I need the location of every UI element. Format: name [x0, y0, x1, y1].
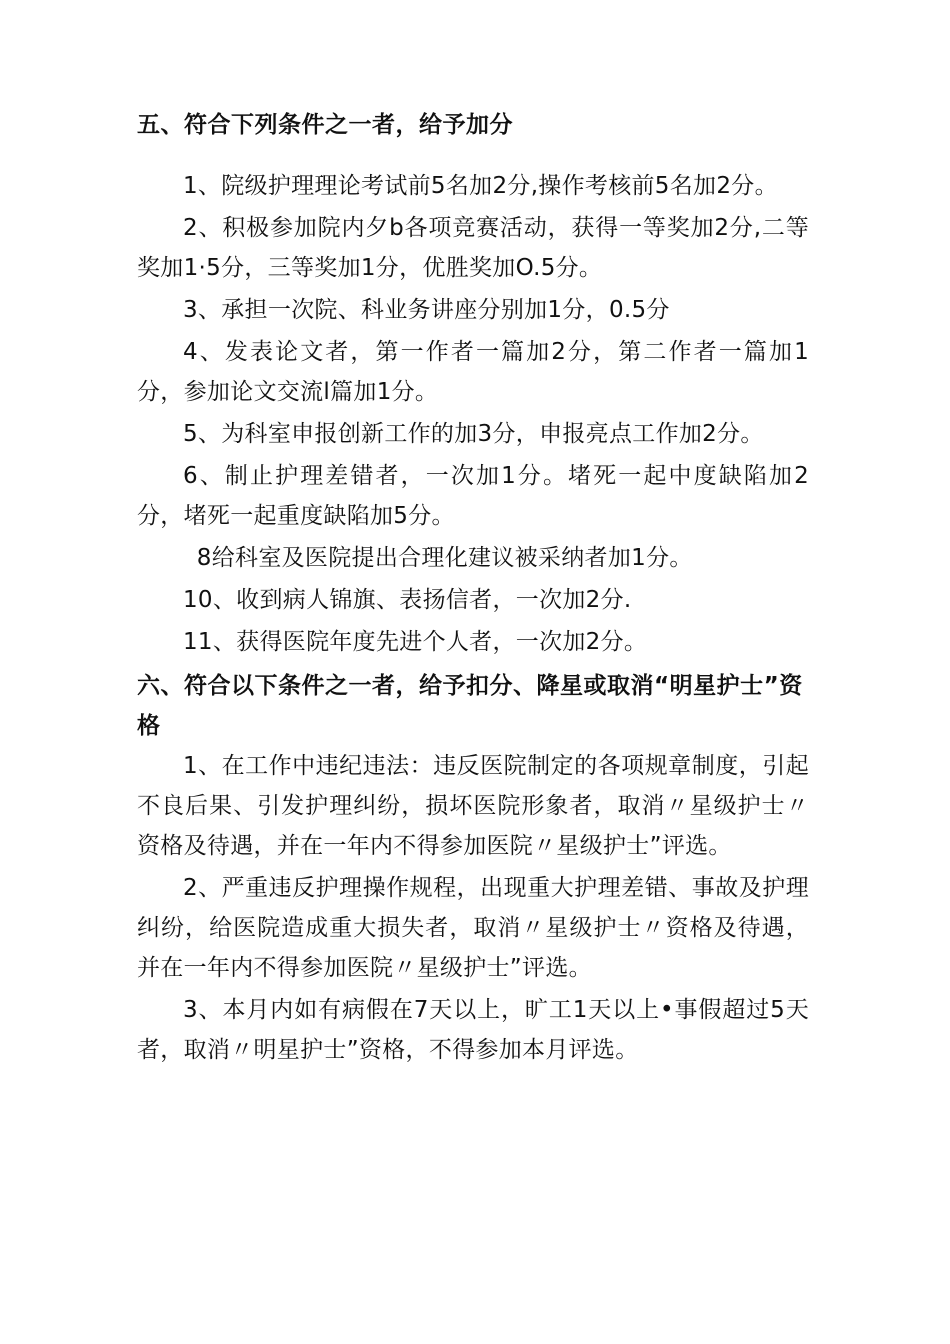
document-body [137, 104, 809, 1072]
section-5-item-2: 2、积极参加院内夕b各项竞赛活动，获得一等奖加2分,二等奖加1·5分，三等奖加1分，优胜奖加O.5分。 [137, 215, 809, 281]
section-5-item-8: 8给科室及医院提出合理化建议被采纳者加1分。 [196, 545, 693, 571]
section-5-item-3: 3、承担一次院、科业务讲座分别加1分，0.5分 [183, 297, 670, 323]
section-5-item-1: 1、院级护理理论考试前5名加2分,操作考核前5名加2分。 [183, 173, 778, 199]
section-5-item-6: 6、制止护理差错者，一次加1分。堵死一起中度缺陷加2分，堵死一起重度缺陷加5分。 [137, 463, 809, 529]
section-6-heading: 六、符合以下条件之一者，给予扣分、降星或取消“明星护士”资格 [137, 673, 803, 739]
section-5-item-4: 4、发表论文者，第一作者一篇加2分，第二作者一篇加1分，参加论文交流l篇加1分。 [137, 339, 809, 405]
section-6-item-3: 3、本月内如有病假在7天以上，旷工1天以上•事假超过5天者，取消〃明星护士”资格，不得参加本月评选。 [137, 997, 809, 1063]
section-5-heading: 五、符合下列条件之一者，给予加分 [137, 112, 513, 138]
section-6-item-2: 2、严重违反护理操作规程，出现重大护理差错、事故及护理纠纷，给医院造成重大损失者，取消〃星级护士〃资格及待遇，并在一年内不得参加医院〃星级护士”评选。 [137, 875, 809, 981]
section-5-item-5: 5、为科室申报创新工作的加3分，申报亮点工作加2分。 [183, 421, 764, 447]
section-6-item-1: 1、在工作中违纪违法：违反医院制定的各项规章制度，引起不良后果、引发护理纠纷，损坏医院形象者，取消〃星级护士〃资格及待遇，并在一年内不得参加医院〃星级护士”评选。 [137, 753, 809, 859]
section-5-item-10: 10、收到病人锦旗、表扬信者，一次加2分. [183, 587, 632, 613]
section-5-item-11: 11、获得医院年度先进个人者，一次加2分。 [183, 629, 648, 655]
